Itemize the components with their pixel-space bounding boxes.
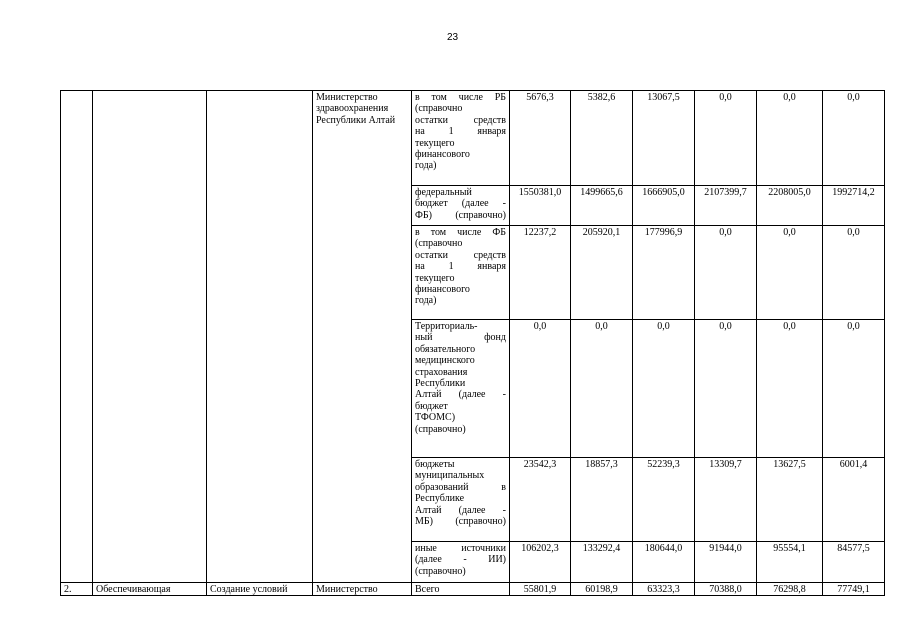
source-line: ТФОМС) bbox=[415, 412, 456, 424]
source-line: медицинского bbox=[415, 355, 475, 367]
value-cell: 0,0 bbox=[695, 91, 757, 186]
value-cell: 0,0 bbox=[510, 320, 571, 458]
source-line: финансового bbox=[415, 149, 470, 161]
source-line: Алтай (далее - bbox=[415, 504, 506, 516]
value-cell: 5676,3 bbox=[510, 91, 571, 186]
source-line: образований в bbox=[415, 481, 506, 493]
source-line: федеральный bbox=[415, 187, 472, 198]
value-cell: 0,0 bbox=[695, 320, 757, 458]
value-cell: 76298,8 bbox=[757, 583, 823, 596]
source-line: страхования bbox=[415, 366, 468, 378]
value-cell: 0,0 bbox=[823, 320, 885, 458]
value-cell: 1499665,6 bbox=[571, 186, 633, 226]
value-cell: 77749,1 bbox=[823, 583, 885, 596]
value-cell: 55801,9 bbox=[510, 583, 571, 596]
value-cell: 1666905,0 bbox=[633, 186, 695, 226]
table-row bbox=[61, 583, 885, 596]
value-cell: 5382,6 bbox=[571, 91, 633, 186]
source-line: остатки средств bbox=[415, 114, 506, 126]
executor-cell: Министерство bbox=[313, 583, 412, 596]
value-cell: 12237,2 bbox=[510, 226, 571, 320]
value-cell: 95554,1 bbox=[757, 542, 823, 583]
value-cell: 60198,9 bbox=[571, 583, 633, 596]
source-line: на 1 января bbox=[415, 261, 506, 273]
value-cell: 13627,5 bbox=[757, 458, 823, 542]
value-cell: 0,0 bbox=[757, 91, 823, 186]
executor-cell: Министерство здравоохранения Республики Алтай bbox=[313, 91, 412, 583]
source-cell: Всего bbox=[412, 583, 510, 596]
source-line: бюджеты bbox=[415, 459, 455, 470]
source-line: на 1 января bbox=[415, 126, 506, 138]
value-cell: 6001,4 bbox=[823, 458, 885, 542]
value-cell: 0,0 bbox=[823, 91, 885, 186]
source-line: финансового bbox=[415, 284, 470, 296]
value-cell: 23542,3 bbox=[510, 458, 571, 542]
value-cell: 0,0 bbox=[571, 320, 633, 458]
value-cell: 52239,3 bbox=[633, 458, 695, 542]
value-cell: 133292,4 bbox=[571, 542, 633, 583]
value-cell: 177996,9 bbox=[633, 226, 695, 320]
source-cell bbox=[412, 542, 510, 583]
source-line: Республики bbox=[415, 378, 466, 390]
source-line: (справочно) bbox=[415, 565, 466, 577]
value-cell: 2107399,7 bbox=[695, 186, 757, 226]
source-line: (справочно bbox=[415, 238, 463, 250]
value-cell: 84577,5 bbox=[823, 542, 885, 583]
value-cell: 91944,0 bbox=[695, 542, 757, 583]
source-line: бюджет bbox=[415, 400, 448, 412]
value-cell: 0,0 bbox=[823, 226, 885, 320]
source-line: в том числе ФБ bbox=[415, 227, 506, 238]
source-line: текущего bbox=[415, 137, 455, 149]
table-body bbox=[61, 91, 885, 596]
value-cell: 13309,7 bbox=[695, 458, 757, 542]
source-line: бюджет (далее - bbox=[415, 198, 506, 210]
value-cell: 13067,5 bbox=[633, 91, 695, 186]
source-cell bbox=[412, 91, 510, 186]
value-cell: 70388,0 bbox=[695, 583, 757, 596]
source-line: ный фонд bbox=[415, 332, 506, 344]
source-line: (справочно) bbox=[415, 423, 466, 435]
value-cell: 18857,3 bbox=[571, 458, 633, 542]
value-cell: 180644,0 bbox=[633, 542, 695, 583]
value-cell: 2208005,0 bbox=[757, 186, 823, 226]
value-cell: 0,0 bbox=[633, 320, 695, 458]
type-cell: Обеспечивающая bbox=[93, 583, 207, 596]
number-cell: 2. bbox=[61, 583, 93, 596]
value-cell: 1550381,0 bbox=[510, 186, 571, 226]
page-number: 23 bbox=[446, 32, 459, 43]
value-cell: 1992714,2 bbox=[823, 186, 885, 226]
value-cell: 0,0 bbox=[757, 226, 823, 320]
table-row bbox=[61, 91, 885, 186]
value-cell: 0,0 bbox=[695, 226, 757, 320]
source-cell bbox=[412, 458, 510, 542]
number-cell bbox=[61, 91, 93, 583]
source-cell bbox=[412, 186, 510, 226]
source-line: (справочно bbox=[415, 103, 463, 115]
source-line: в том числе РБ bbox=[415, 92, 506, 103]
task-cell bbox=[207, 91, 313, 583]
value-cell: 0,0 bbox=[757, 320, 823, 458]
type-cell bbox=[93, 91, 207, 583]
source-line: текущего bbox=[415, 272, 455, 284]
source-line: обязательного bbox=[415, 343, 476, 355]
task-cell: Создание условий bbox=[207, 583, 313, 596]
source-line: Республике bbox=[415, 493, 465, 505]
source-line: года) bbox=[415, 295, 437, 307]
budget-table bbox=[60, 90, 885, 596]
value-cell: 106202,3 bbox=[510, 542, 571, 583]
source-line: иные источники bbox=[415, 543, 506, 554]
source-cell bbox=[412, 226, 510, 320]
source-cell bbox=[412, 320, 510, 458]
source-line: Алтай (далее - bbox=[415, 389, 506, 401]
source-line: года) bbox=[415, 160, 437, 172]
source-line: МБ) (справочно) bbox=[415, 516, 506, 528]
source-line: ФБ) (справочно) bbox=[415, 209, 506, 221]
value-cell: 63323,3 bbox=[633, 583, 695, 596]
value-cell: 205920,1 bbox=[571, 226, 633, 320]
source-line: муниципальных bbox=[415, 470, 485, 482]
source-line: (далее - ИИ) bbox=[415, 554, 506, 566]
source-line: Территориаль- bbox=[415, 321, 478, 332]
source-line: остатки средств bbox=[415, 249, 506, 261]
